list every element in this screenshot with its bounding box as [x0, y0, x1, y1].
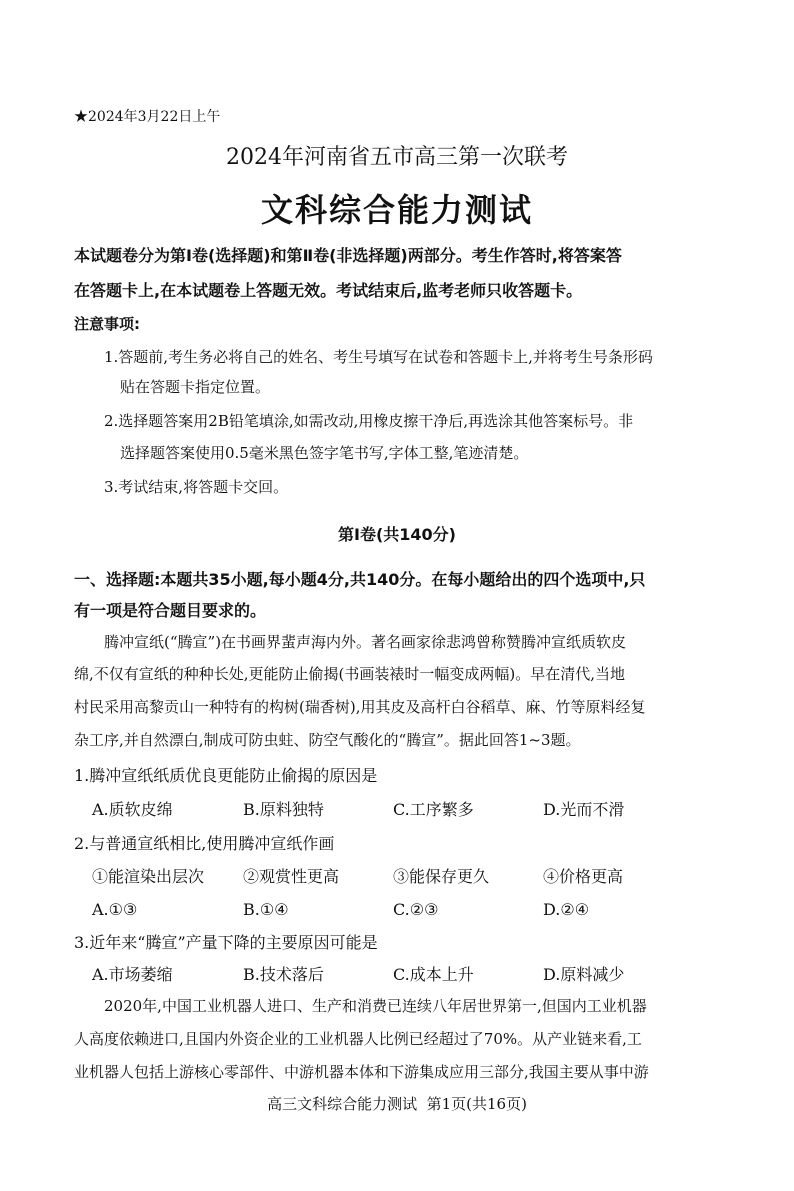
- note-1-line-1: 1.答题前,考生务必将自己的姓名、考生号填写在试卷和答题卡上,并将考生号条形码: [104, 348, 653, 366]
- question-2-option-b: B.①④: [243, 900, 289, 919]
- exam-date: ★2024年3月22日上午: [74, 109, 221, 125]
- question-3-option-c: C.成本上升: [393, 965, 474, 984]
- passage-2-line-1: 2020年,中国工业机器人进口、生产和消费已连续八年居世界第一,但国内工业机器: [104, 997, 647, 1015]
- question-1-option-b: B.原料独特: [243, 800, 324, 819]
- passage-1-line-2: 绵,不仅有宣纸的种种长处,更能防止偷揭(书画装裱时一幅变成两幅)。早在清代,当地: [74, 665, 626, 683]
- note-2-line-2: 选择题答案使用0.5毫米黑色签字笔书写,字体工整,笔迹清楚。: [120, 444, 529, 462]
- question-1-stem: 1.腾冲宣纸纸质优良更能防止偷揭的原因是: [74, 766, 378, 785]
- passage-1-line-4: 杂工序,并自然漂白,制成可防虫蛀、防空气酸化的“腾宣”。据此回答1~3题。: [74, 731, 581, 749]
- note-2-line-1: 2.选择题答案用2B铅笔填涂,如需改动,用橡皮擦干净后,再选涂其他答案标号。非: [104, 412, 634, 430]
- question-3-option-a: A.市场萎缩: [92, 965, 173, 984]
- question-2-statement-2: ②观赏性更高: [243, 867, 340, 886]
- question-2-option-a: A.①③: [92, 900, 138, 919]
- question-2-statement-1: ①能渲染出层次: [92, 867, 205, 886]
- intro-line-1: 本试题卷分为第Ⅰ卷(选择题)和第Ⅱ卷(非选择题)两部分。考生作答时,将答案答: [74, 246, 622, 265]
- page-footer: 高三文科综合能力测试 第1页(共16页): [267, 1095, 527, 1113]
- note-1-line-2: 贴在答题卡指定位置。: [120, 378, 271, 396]
- question-2-statement-3: ③能保存更久: [393, 867, 490, 886]
- question-1-option-d: D.光而不滑: [543, 800, 625, 819]
- intro-line-2: 在答题卡上,在本试题卷上答题无效。考试结束后,监考老师只收答题卡。: [74, 281, 583, 300]
- note-3: 3.考试结束,将答题卡交回。: [104, 478, 289, 496]
- question-3-option-b: B.技术落后: [243, 965, 324, 984]
- exam-title: 2024年河南省五市高三第一次联考: [226, 145, 568, 170]
- passage-1-line-3: 村民采用高黎贡山一种特有的构树(瑞香树),用其皮及高杆白谷稻草、麻、竹等原料经复: [74, 698, 646, 716]
- subject-title: 文科综合能力测试: [260, 191, 533, 229]
- question-1-option-a: A.质软皮绵: [92, 800, 173, 819]
- section-instruction-line-2: 有一项是符合题目要求的。: [74, 601, 267, 620]
- section-title: 第Ⅰ卷(共140分): [338, 525, 456, 544]
- passage-2-line-3: 业机器人包括上游核心零部件、中游机器本体和下游集成应用三部分,我国主要从事中游: [74, 1063, 649, 1081]
- question-2-stem: 2.与普通宣纸相比,使用腾冲宣纸作画: [74, 834, 335, 853]
- question-1-option-c: C.工序繁多: [393, 800, 474, 819]
- section-instruction-line-1: 一、选择题:本题共35小题,每小题4分,共140分。在每小题给出的四个选项中,只: [74, 570, 646, 589]
- passage-1-line-1: 腾冲宣纸(“腾宣”)在书画界蜚声海内外。著名画家徐悲鸿曾称赞腾冲宣纸质软皮: [104, 633, 627, 651]
- question-2-statement-4: ④价格更高: [543, 867, 624, 886]
- notes-heading: 注意事项:: [74, 315, 140, 333]
- question-3-option-d: D.原料减少: [543, 965, 625, 984]
- question-3-stem: 3.近年来“腾宣”产量下降的主要原因可能是: [74, 933, 378, 952]
- question-2-option-d: D.②④: [543, 900, 590, 919]
- question-2-option-c: C.②③: [393, 900, 439, 919]
- passage-2-line-2: 人高度依赖进口,且国内外资企业的工业机器人比例已经超过了70%。从产业链来看,工: [74, 1030, 642, 1048]
